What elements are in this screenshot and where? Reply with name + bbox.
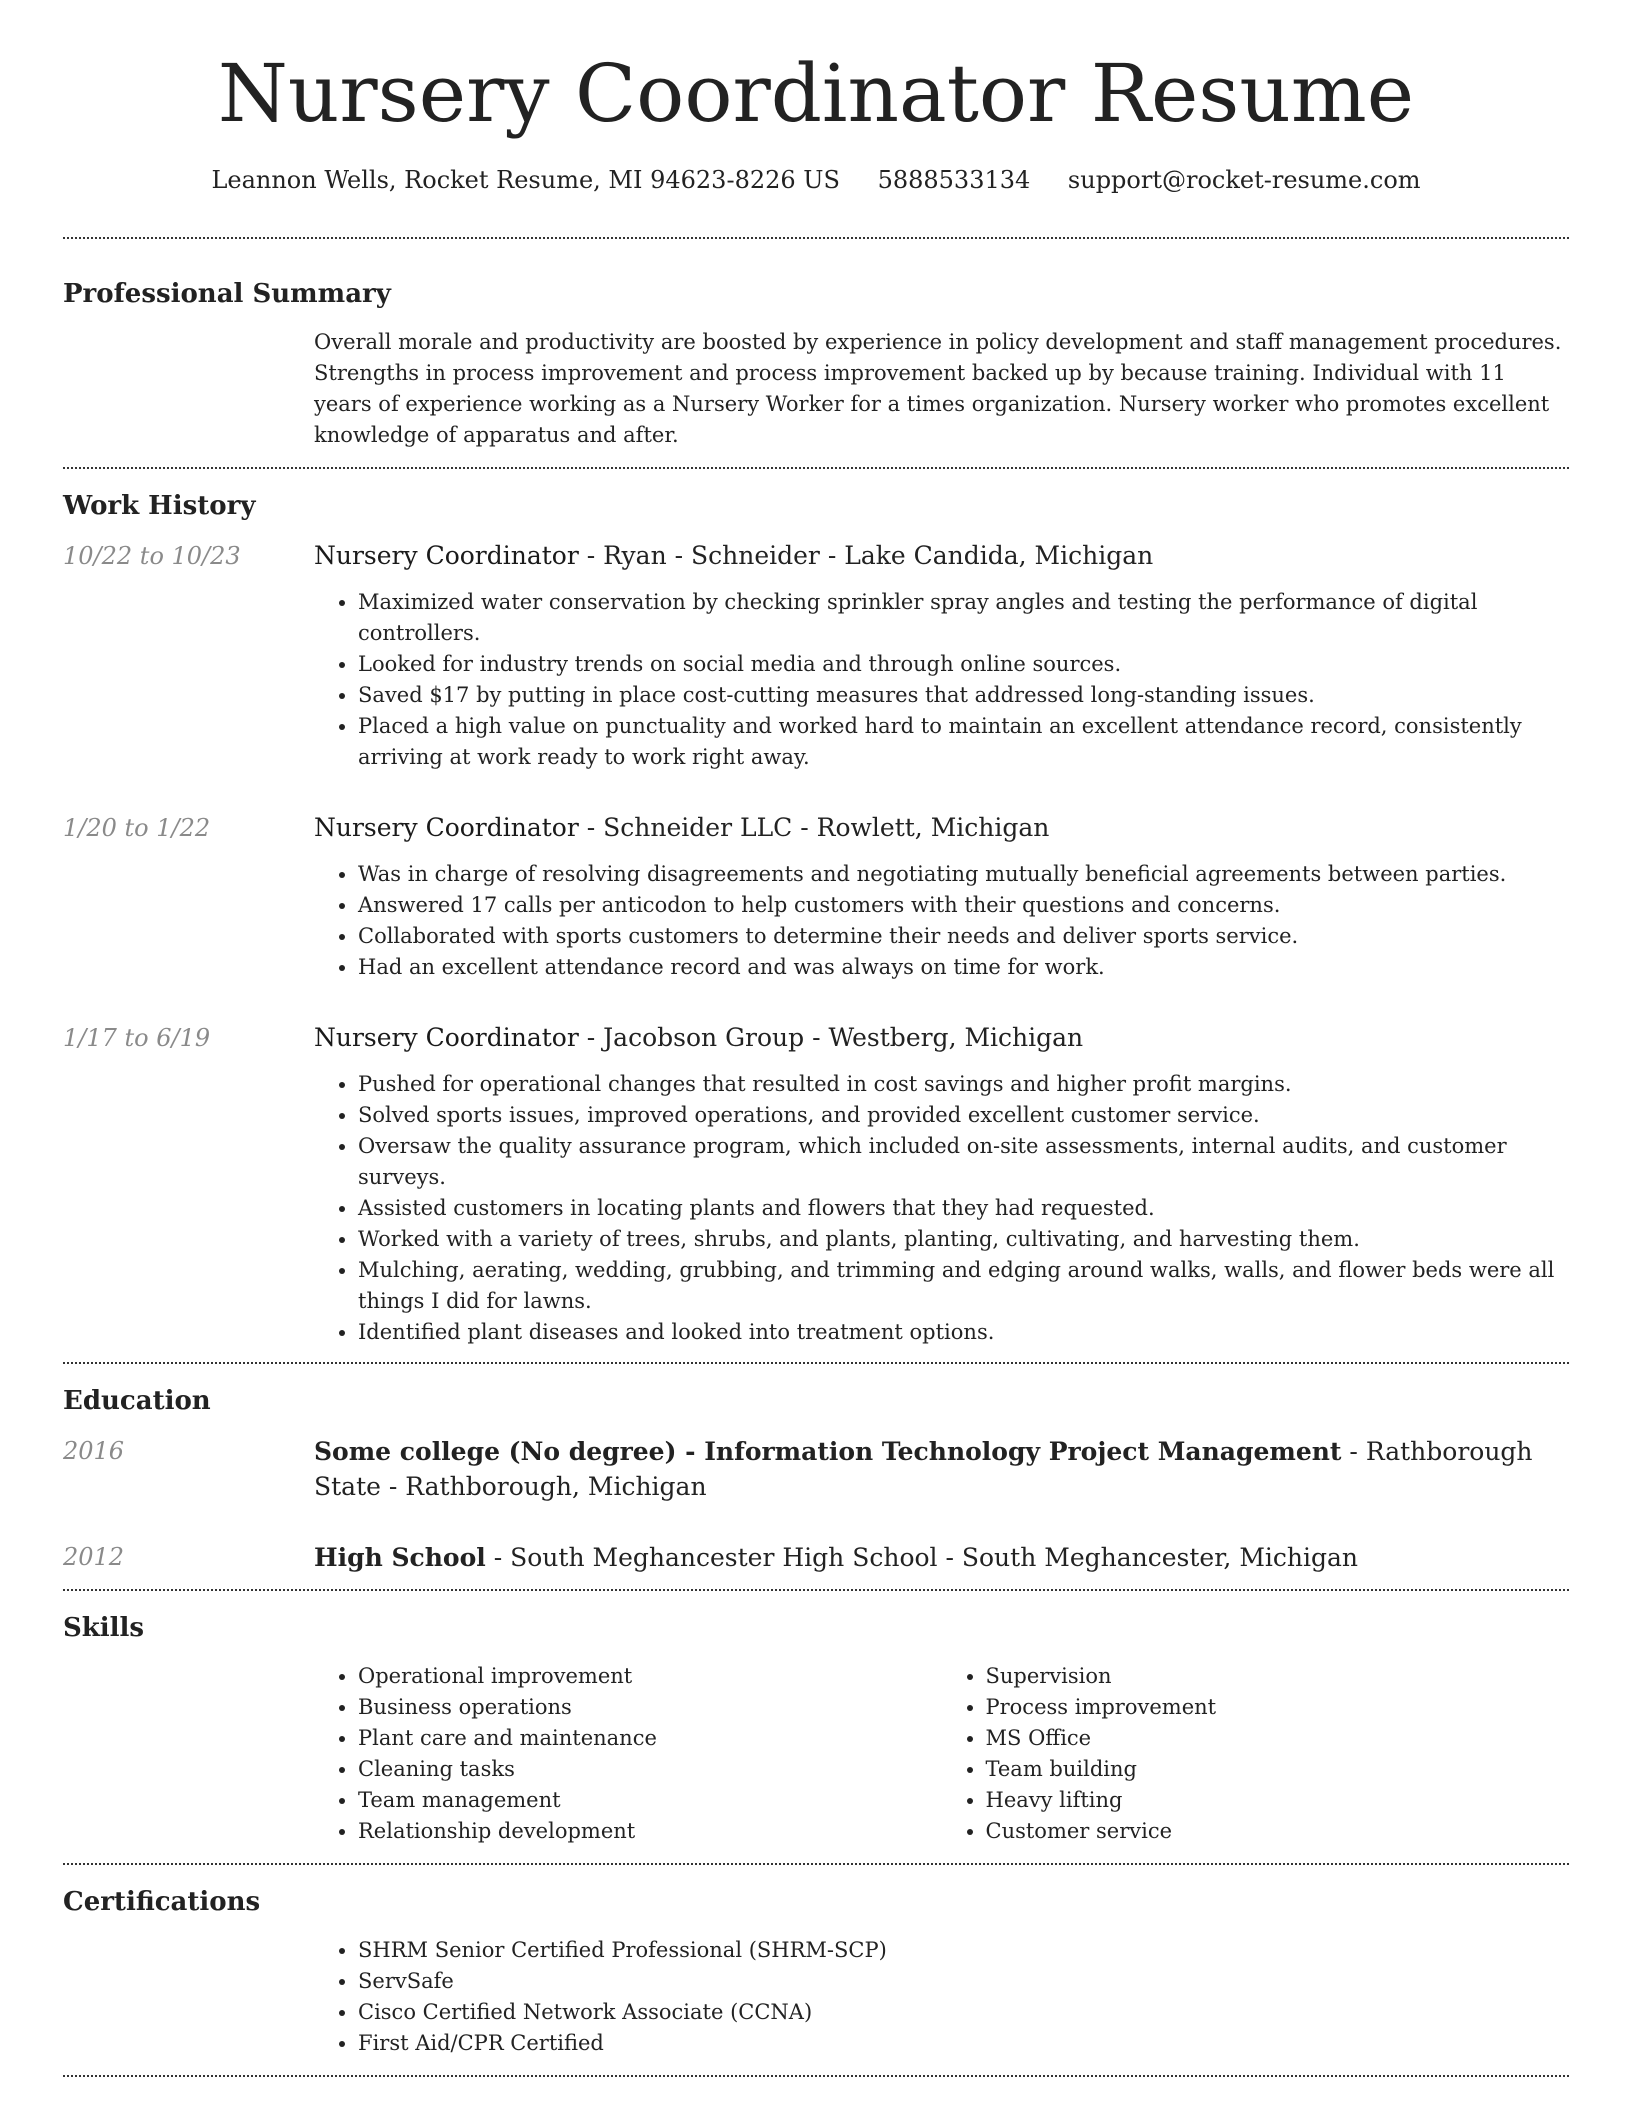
list-item: • Cleaning tasks: [358, 1754, 942, 1785]
job-dates: 1/20 to 1/22: [63, 814, 211, 842]
list-item: • Customer service: [986, 1816, 1570, 1847]
list-item: • Team management: [358, 1785, 942, 1816]
list-item: • Placed a high value on punctuality and worked hard to maintain an excellent attendance record, consistently arriving at work ready to work right away.: [358, 711, 1569, 773]
job-body: [314, 539, 1569, 773]
education-entry: [63, 1434, 1569, 1504]
skills-section: [63, 1591, 1569, 1863]
education-section: [63, 1364, 1569, 1575]
divider: [63, 2075, 1569, 2077]
list-item: • Assisted customers in locating plants and flowers that they had requested.: [358, 1193, 1569, 1224]
list-item: • Pushed for operational changes that resulted in cost savings and higher profit margins.: [358, 1069, 1569, 1100]
list-item: • Solved sports issues, improved operations, and provided excellent customer service.: [358, 1100, 1569, 1131]
list-item: • Heavy lifting: [986, 1785, 1570, 1816]
list-item: • Supervision: [986, 1661, 1570, 1692]
job-entry: [63, 811, 1569, 983]
list-item: • First Aid/CPR Certified: [358, 2028, 1569, 2059]
certifications-row: [63, 1935, 1569, 2075]
education-year: 2012: [63, 1543, 125, 1571]
list-item: • Operational improvement: [358, 1661, 942, 1692]
list-item: • Cisco Certified Network Associate (CCNA): [358, 1997, 1569, 2028]
list-item: • Plant care and maintenance: [358, 1723, 942, 1754]
work-history-section: [63, 469, 1569, 1348]
certifications-section: [63, 1865, 1569, 2075]
education-degree: Some college (No degree) - Information Technology Project Management: [314, 1437, 1342, 1466]
list-item: • Answered 17 calls per anticodon to help customers with their questions and concerns.: [358, 890, 1569, 921]
job-body: [314, 811, 1569, 983]
summary-row: [63, 327, 1569, 467]
job-details: - Ryan - Schneider - Lake Candida, Michigan: [578, 541, 1154, 570]
summary-section: [63, 239, 1569, 467]
summary-text: Overall morale and productivity are boosted by experience in policy development and staff management procedures. Strengths in process improvement and process improvement backed up by because training. Individual with 11 years of experience working as a Nursery Worker for a times organization. Nursery worker who promotes excellent knowledge of apparatus and after.: [314, 330, 1562, 447]
job-body: [314, 1021, 1569, 1348]
list-item: • Process improvement: [986, 1692, 1570, 1723]
education-details: [314, 1434, 1569, 1504]
work-history-heading: Work History: [63, 491, 256, 521]
list-item: • Oversaw the quality assurance program, which included on-site assessments, internal audits, and customer surveys.: [358, 1131, 1569, 1193]
education-year: 2016: [63, 1437, 125, 1465]
list-item: • Had an excellent attendance record and was always on time for work.: [358, 952, 1569, 983]
job-entry: [63, 539, 1569, 773]
list-item: • Saved $17 by putting in place cost-cutting measures that addressed long-standing issues.: [358, 680, 1569, 711]
list-item: • Looked for industry trends on social media and through online sources.: [358, 649, 1569, 680]
list-item: • Relationship development: [358, 1816, 942, 1847]
education-school: - Rathborough State - Rathborough, Michigan: [314, 1437, 1533, 1501]
list-item: • Mulching, aerating, wedding, grubbing, and trimming and edging around walks, walls, and flower beds were all things I did for lawns.: [358, 1255, 1569, 1317]
education-details: [314, 1540, 1569, 1575]
contact-address: Leannon Wells, Rocket Resume, MI 94623-8226 US: [211, 166, 840, 194]
job-title-line: [314, 811, 1569, 845]
education-entry: [63, 1540, 1569, 1575]
job-bullets: [314, 859, 1569, 983]
job-bullets: [314, 587, 1569, 773]
certifications-heading: Certifications: [63, 1887, 261, 1917]
education-heading: Education: [63, 1386, 211, 1416]
contact-line: [63, 166, 1569, 194]
job-dates: 10/22 to 10/23: [63, 542, 241, 570]
job-title: Nursery Coordinator: [314, 541, 579, 570]
list-item: • Team building: [986, 1754, 1570, 1785]
job-title: Nursery Coordinator: [314, 1023, 579, 1052]
list-item: • Maximized water conservation by checking sprinkler spray angles and testing the performance of digital controllers.: [358, 587, 1569, 649]
certifications-body: [314, 1935, 1569, 2075]
list-item: • Collaborated with sports customers to determine their needs and deliver sports service.: [358, 921, 1569, 952]
list-item: • SHRM Senior Certified Professional (SHRM-SCP): [358, 1935, 1569, 1966]
job-entry: [63, 1021, 1569, 1348]
job-title-line: [314, 539, 1569, 573]
list-item: • MS Office: [986, 1723, 1570, 1754]
job-title-line: [314, 1021, 1569, 1055]
skills-grid: [314, 1661, 1569, 1847]
list-item: • Was in charge of resolving disagreements and negotiating mutually beneficial agreements between parties.: [358, 859, 1569, 890]
job-bullets: [314, 1069, 1569, 1348]
job-dates: 1/17 to 6/19: [63, 1024, 211, 1052]
skills-list-right: [942, 1661, 1570, 1847]
job-details: - Jacobson Group - Westberg, Michigan: [578, 1023, 1084, 1052]
resume-title: Nursery Coordinator Resume: [217, 47, 1415, 140]
skills-row: [63, 1661, 1569, 1863]
list-item: • Business operations: [358, 1692, 942, 1723]
job-title: Nursery Coordinator: [314, 813, 579, 842]
certifications-list: [314, 1935, 1569, 2075]
list-item: • Worked with a variety of trees, shrubs, and plants, planting, cultivating, and harvesting them.: [358, 1224, 1569, 1255]
skills-list-left: [314, 1661, 942, 1847]
job-details: - Schneider LLC - Rowlett, Michigan: [578, 813, 1050, 842]
education-degree: High School: [314, 1543, 486, 1572]
contact-email: support@rocket-resume.com: [1067, 166, 1421, 194]
list-item: • ServSafe: [358, 1966, 1569, 1997]
contact-phone: 5888533134: [877, 166, 1031, 194]
skills-heading: Skills: [63, 1613, 145, 1643]
education-school: - South Meghancester High School - South Meghancester, Michigan: [485, 1543, 1359, 1572]
summary-heading: Professional Summary: [63, 279, 391, 309]
list-item: • Identified plant diseases and looked into treatment options.: [358, 1317, 1569, 1348]
